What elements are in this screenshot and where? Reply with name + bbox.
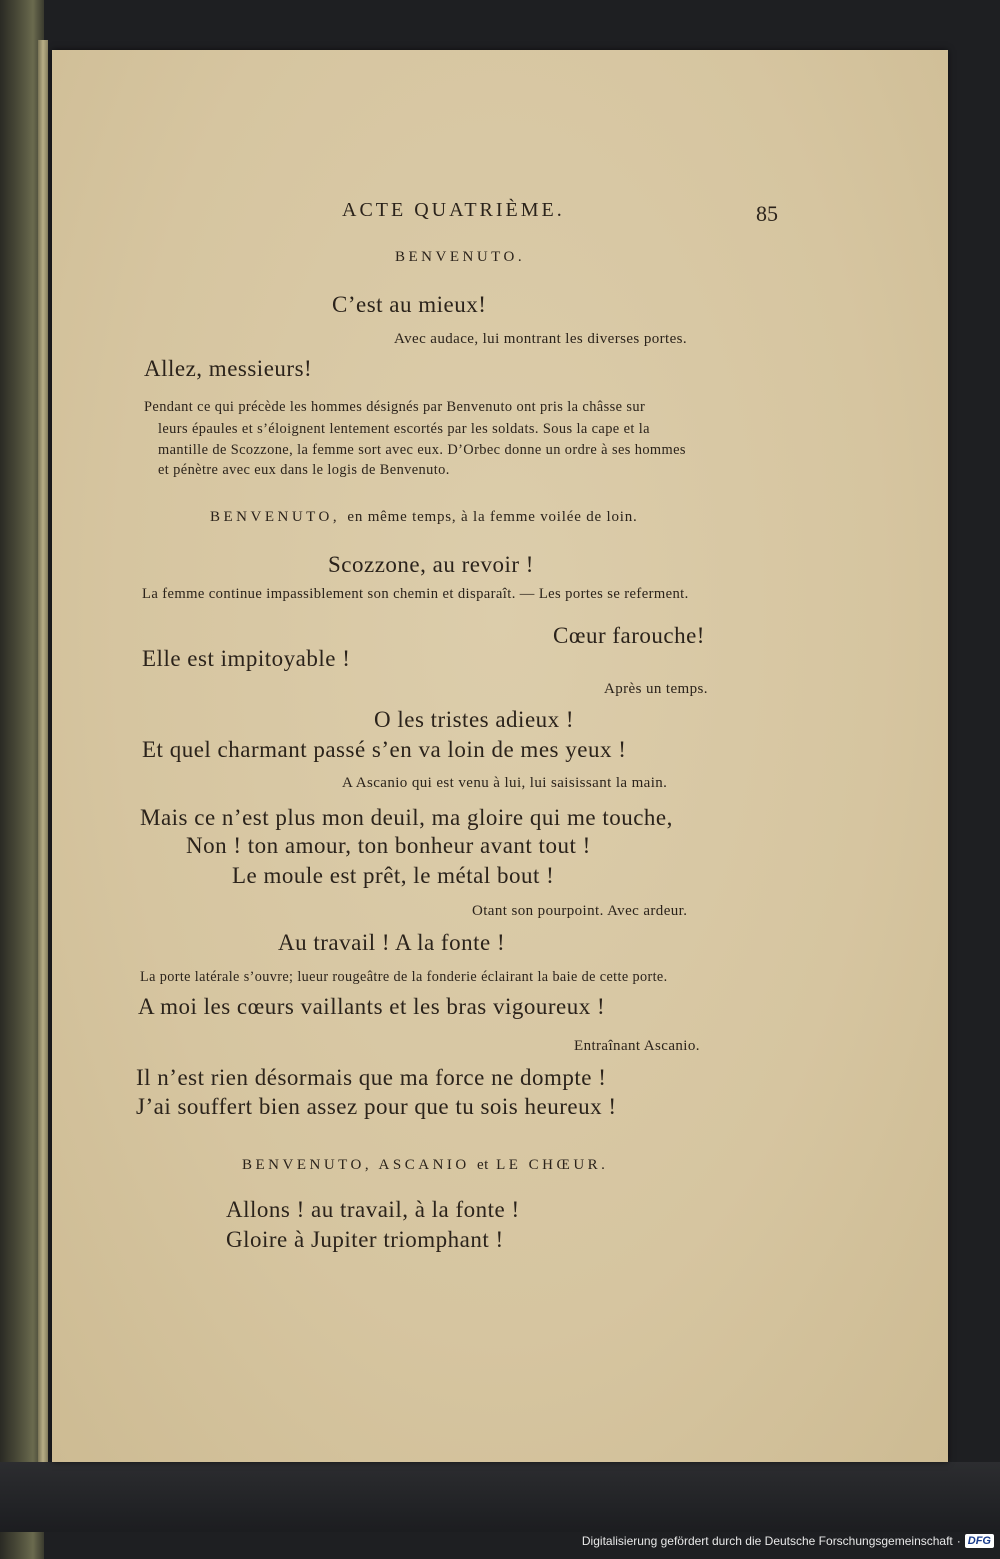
stage-direction: mantille de Scozzone, la femme sort avec eux. D’Orbec donne un ordre à ses hommes — [158, 442, 686, 458]
page-stack-edge — [38, 40, 48, 1470]
verse-line: Allez, messieurs! — [144, 356, 313, 381]
verse-line: Gloire à Jupiter triomphant ! — [226, 1227, 504, 1252]
verse-line: Elle est impitoyable ! — [142, 646, 351, 671]
verse-line: Allons ! au travail, à la fonte ! — [226, 1197, 520, 1222]
verse-line: Au travail ! A la fonte ! — [278, 930, 506, 955]
scan-background — [0, 1462, 1000, 1532]
verse-line: Scozzone, au revoir ! — [328, 552, 534, 577]
separator-dot: · — [956, 1534, 961, 1548]
page-number: 85 — [756, 201, 778, 226]
verse-line: Le moule est prêt, le métal bout ! — [232, 863, 555, 888]
stage-direction: Entraînant Ascanio. — [574, 1038, 700, 1054]
stage-direction: Pendant ce qui précède les hommes désignés par Benvenuto ont pris la châsse sur — [144, 399, 646, 415]
stage-direction: La femme continue impassiblement son chemin et disparaît. — Les portes se referment. — [142, 586, 689, 602]
verse-line: Cœur farouche! — [553, 623, 705, 648]
credit-text: Digitalisierung gefördert durch die Deutsche Forschungsgemeinschaft — [581, 1534, 953, 1548]
stage-direction: La porte latérale s’ouvre; lueur rougeâtre de la fonderie éclairant la baie de cette porte. — [140, 969, 668, 985]
speaker-name: BENVENUTO, — [210, 509, 341, 525]
dfg-logo-icon: DFG — [965, 1534, 994, 1548]
book-page — [52, 50, 948, 1462]
stage-direction: Avec audace, lui montrant les diverses portes. — [394, 331, 688, 347]
verse-line: Non ! ton amour, ton bonheur avant tout ! — [186, 833, 591, 858]
stage-direction: Otant son pourpoint. Avec ardeur. — [472, 903, 688, 919]
speaker-line — [210, 510, 638, 525]
speaker-line — [242, 1158, 608, 1173]
speaker-name: BENVENUTO, ASCANIO — [242, 1157, 470, 1173]
speaker-name: BENVENUTO. — [395, 249, 526, 265]
stage-direction: A Ascanio qui est venu à lui, lui saisissant la main. — [342, 775, 668, 791]
stage-direction: et pénètre avec eux dans le logis de Benvenuto. — [158, 462, 450, 478]
verse-line: Il n’est rien désormais que ma force ne dompte ! — [136, 1065, 607, 1090]
stage-direction: leurs épaules et s’éloignent lentement escortés par les soldats. Sous la cape et la — [158, 421, 650, 437]
verse-line: J’ai souffert bien assez pour que tu sois heureux ! — [136, 1094, 617, 1119]
running-title: ACTE QUATRIÈME. — [342, 199, 565, 221]
verse-line: Mais ce n’est plus mon deuil, ma gloire qui me touche, — [140, 805, 673, 830]
verse-line: A moi les cœurs vaillants et les bras vigoureux ! — [138, 994, 606, 1019]
digitization-credit — [582, 1531, 994, 1551]
verse-line: C’est au mieux! — [332, 292, 487, 317]
speaker-name: LE CHŒUR. — [496, 1157, 609, 1173]
verse-line: O les tristes adieux ! — [374, 707, 575, 732]
stage-direction: Après un temps. — [604, 681, 708, 697]
verse-line: Et quel charmant passé s’en va loin de mes yeux ! — [142, 737, 627, 762]
stage-direction: en même temps, à la femme voilée de loin. — [347, 509, 638, 525]
speaker-conjunction: et — [476, 1157, 489, 1173]
